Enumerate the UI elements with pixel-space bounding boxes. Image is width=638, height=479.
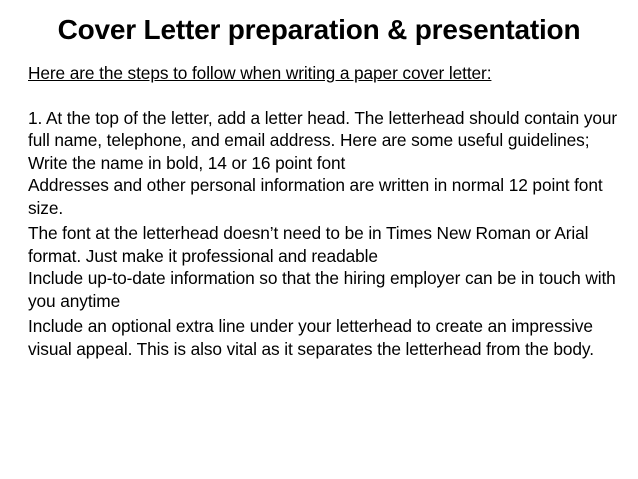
step-1-address-rule: Addresses and other personal information are written in normal 12 point font size. xyxy=(28,175,603,218)
intro-text: Here are the steps to follow when writing a paper cover letter: xyxy=(28,63,492,83)
slide-body xyxy=(28,62,618,360)
step-1-name-rule: Write the name in bold, 14 or 16 point font xyxy=(28,152,346,173)
info-note: Include up-to-date information so that the hiring employer can be in touch with you anytime xyxy=(28,268,616,311)
extra-line-note: Include an optional extra line under your letterhead to create an impressive visual appeal. This is also vital as it separates the letterhead from the body. xyxy=(28,316,594,359)
step-1-lead: 1. At the top of the letter, add a letter head. The letterhead should contain your full name, telephone, and email address. Here are some useful guidelines; xyxy=(28,107,618,150)
font-note: The font at the letterhead doesn’t need to be in Times New Roman or Arial format. Just make it professional and readable xyxy=(28,223,589,266)
slide-title: Cover Letter preparation & presentation xyxy=(57,14,581,45)
